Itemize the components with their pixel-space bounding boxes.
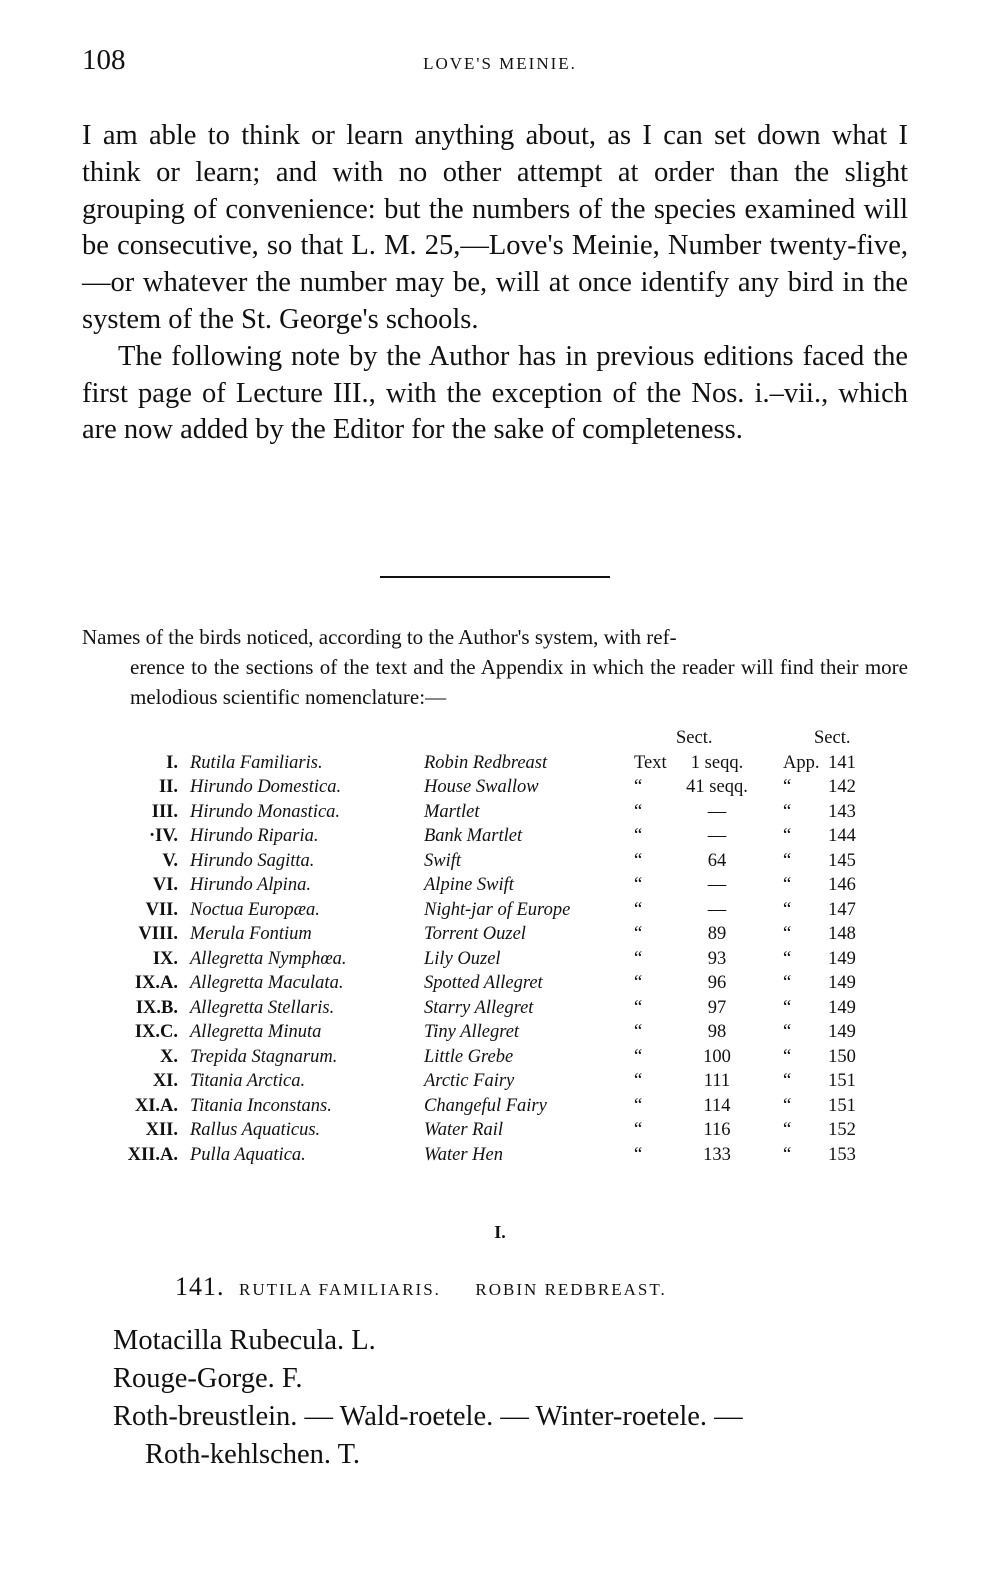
row-number: I. bbox=[166, 752, 178, 773]
table-row bbox=[0, 802, 1000, 827]
synonym-line: Roth-kehlschen. T. bbox=[145, 1439, 361, 1470]
appendix-label: “ bbox=[783, 826, 792, 846]
common-name: Water Hen bbox=[424, 1144, 503, 1165]
paragraph-1: I am able to think or learn anything about, as I can set down what I think or learn; and with no other attempt at order than the slight grouping of convenience: but the numbers of the species examined will be consecutive, so that L. M. 25,—Love's Meinie, Number twenty-five,—or whatever the number may be, will at once identify any bird in the system of the St. George's schools. bbox=[82, 120, 908, 335]
row-number: III. bbox=[151, 801, 178, 822]
appendix-label: “ bbox=[783, 801, 792, 822]
appendix-section: 141 bbox=[828, 752, 856, 773]
appendix-section: 147 bbox=[828, 899, 856, 920]
text-section: 41 seqq. bbox=[686, 777, 748, 797]
appendix-label: “ bbox=[783, 1022, 792, 1042]
text-section: 97 bbox=[707, 997, 727, 1018]
scientific-name: Titania Arctica. bbox=[190, 1071, 306, 1091]
text-section: 64 bbox=[707, 850, 727, 871]
text-label: “ bbox=[634, 875, 643, 895]
table-row bbox=[0, 777, 1000, 802]
text-label: “ bbox=[634, 1071, 643, 1091]
table-row bbox=[0, 998, 1000, 1023]
appendix-label: “ bbox=[783, 777, 792, 797]
appendix-section: 146 bbox=[828, 875, 856, 895]
synonym-line: Rouge-Gorge. F. bbox=[113, 1363, 303, 1394]
table-row bbox=[0, 1047, 1000, 1072]
page-number: 108 bbox=[82, 44, 126, 76]
common-name: Little Grebe bbox=[424, 1046, 514, 1067]
row-number: XII.A. bbox=[127, 1144, 178, 1165]
text-label: “ bbox=[634, 1120, 643, 1140]
table-row bbox=[0, 949, 1000, 974]
row-number: X. bbox=[160, 1046, 178, 1067]
appendix-label: App. bbox=[783, 752, 820, 773]
synonym-line: Motacilla Rubecula. L. bbox=[113, 1325, 376, 1356]
common-name: Lily Ouzel bbox=[424, 948, 501, 969]
appendix-label: “ bbox=[783, 899, 792, 920]
scientific-name: Pulla Aquatica. bbox=[190, 1144, 306, 1165]
text-section: — bbox=[707, 826, 727, 846]
text-label: “ bbox=[634, 850, 643, 871]
appendix-section: 152 bbox=[828, 1120, 856, 1140]
entry-number: 141. bbox=[175, 1272, 225, 1301]
row-number: IX.A. bbox=[134, 973, 178, 993]
table-row bbox=[0, 1096, 1000, 1121]
appendix-label: “ bbox=[783, 1144, 792, 1165]
table-row bbox=[0, 1071, 1000, 1096]
text-label: “ bbox=[634, 1095, 643, 1116]
text-label: “ bbox=[634, 777, 643, 797]
appendix-section: 142 bbox=[828, 777, 856, 797]
table-row bbox=[0, 973, 1000, 998]
text-section: 114 bbox=[703, 1095, 731, 1116]
common-name: Swift bbox=[424, 850, 462, 871]
text-section: — bbox=[707, 899, 727, 920]
common-name: Bank Martlet bbox=[424, 826, 523, 846]
common-name: Robin Redbreast bbox=[424, 752, 548, 773]
names-note bbox=[82, 622, 908, 712]
scientific-name: Titania Inconstans. bbox=[190, 1095, 332, 1116]
entry-latin-name: RUTILA FAMILIARIS. bbox=[239, 1280, 441, 1299]
table-row bbox=[0, 875, 1000, 900]
scientific-name: Allegretta Nymphœa. bbox=[190, 948, 347, 969]
row-number: IX. bbox=[152, 948, 178, 969]
text-section: 111 bbox=[703, 1071, 731, 1091]
table-row bbox=[0, 1022, 1000, 1047]
appendix-section: 148 bbox=[828, 924, 856, 944]
text-section: — bbox=[707, 801, 727, 822]
running-title: LOVE'S MEINIE. bbox=[423, 54, 577, 73]
entry-heading bbox=[175, 1272, 695, 1302]
scientific-name: Merula Fontium bbox=[190, 924, 312, 944]
text-label: “ bbox=[634, 1022, 643, 1042]
header-sect-text: Sect. bbox=[676, 728, 713, 748]
table-row bbox=[0, 924, 1000, 949]
row-number: VII. bbox=[145, 899, 178, 920]
row-number: VIII. bbox=[138, 924, 178, 944]
paragraph-2: The following note by the Author has in previous editions faced the first page of Lecture III., with the exception of the Nos. i.–vii., which are now added by the Editor for the sake of completeness. bbox=[82, 340, 908, 446]
text-section: 93 bbox=[707, 948, 727, 969]
appendix-section: 149 bbox=[828, 948, 856, 969]
text-label: “ bbox=[634, 801, 643, 822]
appendix-section: 150 bbox=[828, 1046, 856, 1067]
table-row bbox=[0, 851, 1000, 876]
scientific-name: Hirundo Monastica. bbox=[190, 801, 341, 822]
appendix-label: “ bbox=[783, 1046, 792, 1067]
scientific-name: Trepida Stagnarum. bbox=[190, 1046, 338, 1067]
section-rule bbox=[380, 576, 610, 578]
names-note-rest: erence to the sections of the text and the Appendix in which the reader will find their more melodious scientific nomenclature:— bbox=[130, 655, 908, 709]
text-label: “ bbox=[634, 1046, 643, 1067]
common-name: Changeful Fairy bbox=[424, 1095, 547, 1116]
text-label: “ bbox=[634, 948, 643, 969]
text-label: “ bbox=[634, 924, 643, 944]
row-number: ·IV. bbox=[149, 826, 178, 846]
appendix-label: “ bbox=[783, 1071, 792, 1091]
text-section: 133 bbox=[703, 1144, 731, 1165]
text-section: 89 bbox=[707, 924, 727, 944]
appendix-section: 149 bbox=[828, 997, 856, 1018]
row-number: V. bbox=[162, 850, 178, 871]
text-label: Text bbox=[634, 752, 667, 773]
appendix-section: 143 bbox=[828, 801, 856, 822]
appendix-label: “ bbox=[783, 1095, 792, 1116]
common-name: Night-jar of Europe bbox=[424, 899, 571, 920]
appendix-section: 144 bbox=[828, 826, 856, 846]
synonyms bbox=[113, 1322, 743, 1474]
common-name: House Swallow bbox=[424, 777, 539, 797]
table-row bbox=[0, 1120, 1000, 1145]
text-section: 100 bbox=[703, 1046, 731, 1067]
common-name: Martlet bbox=[424, 801, 480, 822]
appendix-label: “ bbox=[783, 875, 792, 895]
common-name: Spotted Allegret bbox=[424, 973, 543, 993]
body-text bbox=[82, 118, 908, 449]
header-sect-app: Sect. bbox=[814, 728, 851, 748]
names-note-line1: Names of the birds noticed, according to the Author's system, with ref- bbox=[82, 625, 677, 649]
common-name: Water Rail bbox=[424, 1120, 503, 1140]
common-name: Tiny Allegret bbox=[424, 1022, 520, 1042]
row-number: IX.C. bbox=[134, 1022, 178, 1042]
appendix-label: “ bbox=[783, 924, 792, 944]
appendix-label: “ bbox=[783, 1120, 792, 1140]
appendix-label: “ bbox=[783, 997, 792, 1018]
appendix-section: 145 bbox=[828, 850, 856, 871]
common-name: Alpine Swift bbox=[424, 875, 514, 895]
text-section: — bbox=[707, 875, 727, 895]
scientific-name: Allegretta Maculata. bbox=[190, 973, 344, 993]
appendix-label: “ bbox=[783, 973, 792, 993]
scientific-name: Noctua Europæa. bbox=[190, 899, 320, 920]
table-row bbox=[0, 900, 1000, 925]
appendix-section: 149 bbox=[828, 973, 856, 993]
text-section: 96 bbox=[707, 973, 727, 993]
appendix-section: 151 bbox=[828, 1095, 856, 1116]
text-label: “ bbox=[634, 899, 643, 920]
row-number: VI. bbox=[152, 875, 178, 895]
scientific-name: Allegretta Stellaris. bbox=[190, 997, 335, 1018]
appendix-label: “ bbox=[783, 850, 792, 871]
row-number: XII. bbox=[145, 1120, 178, 1140]
row-number: II. bbox=[158, 777, 178, 797]
scientific-name: Hirundo Riparia. bbox=[190, 826, 319, 846]
scientific-name: Rallus Aquaticus. bbox=[190, 1120, 321, 1140]
appendix-label: “ bbox=[783, 948, 792, 969]
bird-table bbox=[0, 728, 1000, 1169]
scientific-name: Hirundo Domestica. bbox=[190, 777, 342, 797]
text-label: “ bbox=[634, 826, 643, 846]
row-number: XI.A. bbox=[134, 1095, 178, 1116]
appendix-section: 153 bbox=[828, 1144, 856, 1165]
table-row bbox=[0, 826, 1000, 851]
row-number: XI. bbox=[152, 1071, 178, 1091]
scientific-name: Allegretta Minuta bbox=[190, 1022, 322, 1042]
appendix-section: 151 bbox=[828, 1071, 856, 1091]
scientific-name: Hirundo Alpina. bbox=[190, 875, 311, 895]
appendix-section: 149 bbox=[828, 1022, 856, 1042]
common-name: Torrent Ouzel bbox=[424, 924, 526, 944]
synonym-line: Roth-breustlein. — Wald-roetele. — Winter-roetele. — bbox=[113, 1401, 743, 1432]
text-label: “ bbox=[634, 997, 643, 1018]
table-header bbox=[0, 728, 1000, 753]
scientific-name: Hirundo Sagitta. bbox=[190, 850, 315, 871]
table-row bbox=[0, 753, 1000, 778]
text-label: “ bbox=[634, 973, 643, 993]
text-label: “ bbox=[634, 1144, 643, 1165]
scientific-name: Rutila Familiaris. bbox=[190, 752, 323, 773]
common-name: Starry Allegret bbox=[424, 997, 534, 1018]
entry-english-name: ROBIN REDBREAST. bbox=[475, 1280, 667, 1299]
text-section: 116 bbox=[703, 1120, 731, 1140]
table-row bbox=[0, 1145, 1000, 1170]
row-number: IX.B. bbox=[135, 997, 178, 1018]
common-name: Arctic Fairy bbox=[424, 1071, 515, 1091]
text-section: 1 seqq. bbox=[690, 752, 744, 773]
section-roman: I. bbox=[494, 1222, 506, 1242]
text-section: 98 bbox=[707, 1022, 727, 1042]
